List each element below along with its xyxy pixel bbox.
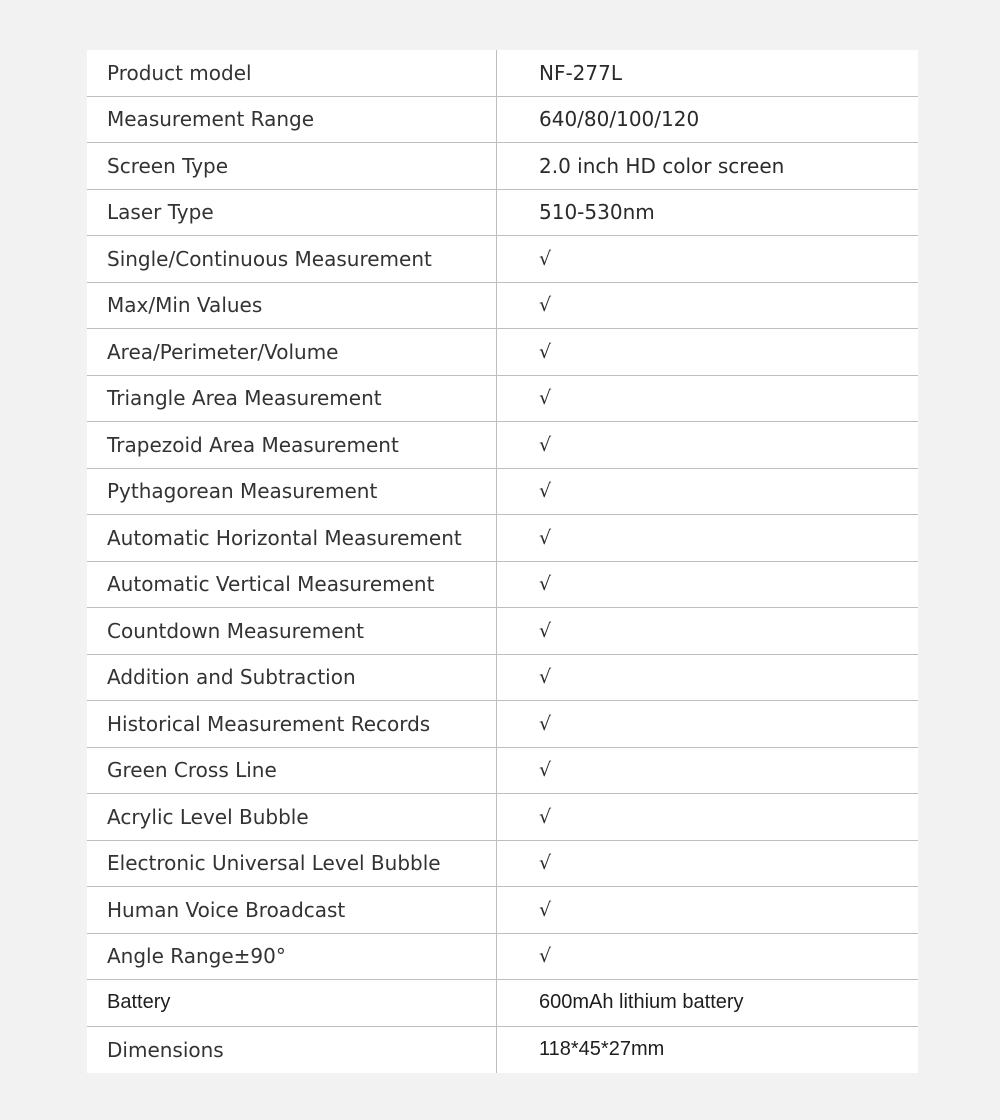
check-mark: √ xyxy=(539,666,552,689)
table-row xyxy=(87,701,918,748)
spec-label: Trapezoid Area Measurement xyxy=(87,422,497,468)
table-row xyxy=(87,841,918,888)
spec-label: Pythagorean Measurement xyxy=(87,469,497,515)
table-row xyxy=(87,422,918,469)
table-row xyxy=(87,469,918,516)
table-row xyxy=(87,376,918,423)
check-mark: √ xyxy=(539,573,552,596)
spec-label: Triangle Area Measurement xyxy=(87,376,497,422)
spec-label: Battery xyxy=(87,980,497,1026)
spec-label: Dimensions xyxy=(87,1027,497,1074)
table-row xyxy=(87,50,918,97)
check-mark: √ xyxy=(539,526,552,549)
spec-value: 118*45*27mm xyxy=(539,1038,665,1061)
check-mark: √ xyxy=(539,387,552,410)
spec-table xyxy=(87,50,918,1073)
table-row xyxy=(87,794,918,841)
spec-value: 640/80/100/120 xyxy=(539,107,700,132)
spec-label: Product model xyxy=(87,50,497,96)
table-row xyxy=(87,887,918,934)
spec-label: Screen Type xyxy=(87,143,497,189)
spec-label: Automatic Vertical Measurement xyxy=(87,562,497,608)
table-row xyxy=(87,329,918,376)
check-mark: √ xyxy=(539,898,552,921)
check-mark: √ xyxy=(539,294,552,317)
spec-value: 510-530nm xyxy=(539,200,655,225)
check-mark: √ xyxy=(539,945,552,968)
spec-label: Automatic Horizontal Measurement xyxy=(87,515,497,561)
table-row xyxy=(87,97,918,144)
check-mark: √ xyxy=(539,480,552,503)
check-mark: √ xyxy=(539,759,552,782)
spec-label: Electronic Universal Level Bubble xyxy=(87,841,497,887)
spec-label: Single/Continuous Measurement xyxy=(87,236,497,282)
spec-label: Angle Range±90° xyxy=(87,934,497,980)
spec-label: Laser Type xyxy=(87,190,497,236)
table-row xyxy=(87,283,918,330)
check-mark: √ xyxy=(539,805,552,828)
table-row xyxy=(87,190,918,237)
table-row xyxy=(87,608,918,655)
spec-label: Human Voice Broadcast xyxy=(87,887,497,933)
table-row xyxy=(87,980,918,1027)
table-row xyxy=(87,515,918,562)
spec-label: Addition and Subtraction xyxy=(87,655,497,701)
check-mark: √ xyxy=(539,852,552,875)
check-mark: √ xyxy=(539,619,552,642)
table-row xyxy=(87,236,918,283)
check-mark: √ xyxy=(539,433,552,456)
spec-value: 2.0 inch HD color screen xyxy=(539,153,785,178)
check-mark: √ xyxy=(539,247,552,270)
table-row xyxy=(87,143,918,190)
spec-value: NF-277L xyxy=(539,60,622,85)
check-mark: √ xyxy=(539,712,552,735)
check-mark: √ xyxy=(539,340,552,363)
spec-label: Area/Perimeter/Volume xyxy=(87,329,497,375)
table-row xyxy=(87,934,918,981)
spec-label: Historical Measurement Records xyxy=(87,701,497,747)
spec-label: Acrylic Level Bubble xyxy=(87,794,497,840)
spec-label: Measurement Range xyxy=(87,97,497,143)
spec-label: Countdown Measurement xyxy=(87,608,497,654)
table-row xyxy=(87,748,918,795)
spec-value: 600mAh lithium battery xyxy=(539,991,744,1014)
table-row xyxy=(87,1027,918,1074)
spec-label: Max/Min Values xyxy=(87,283,497,329)
spec-label: Green Cross Line xyxy=(87,748,497,794)
table-row xyxy=(87,562,918,609)
table-row xyxy=(87,655,918,702)
